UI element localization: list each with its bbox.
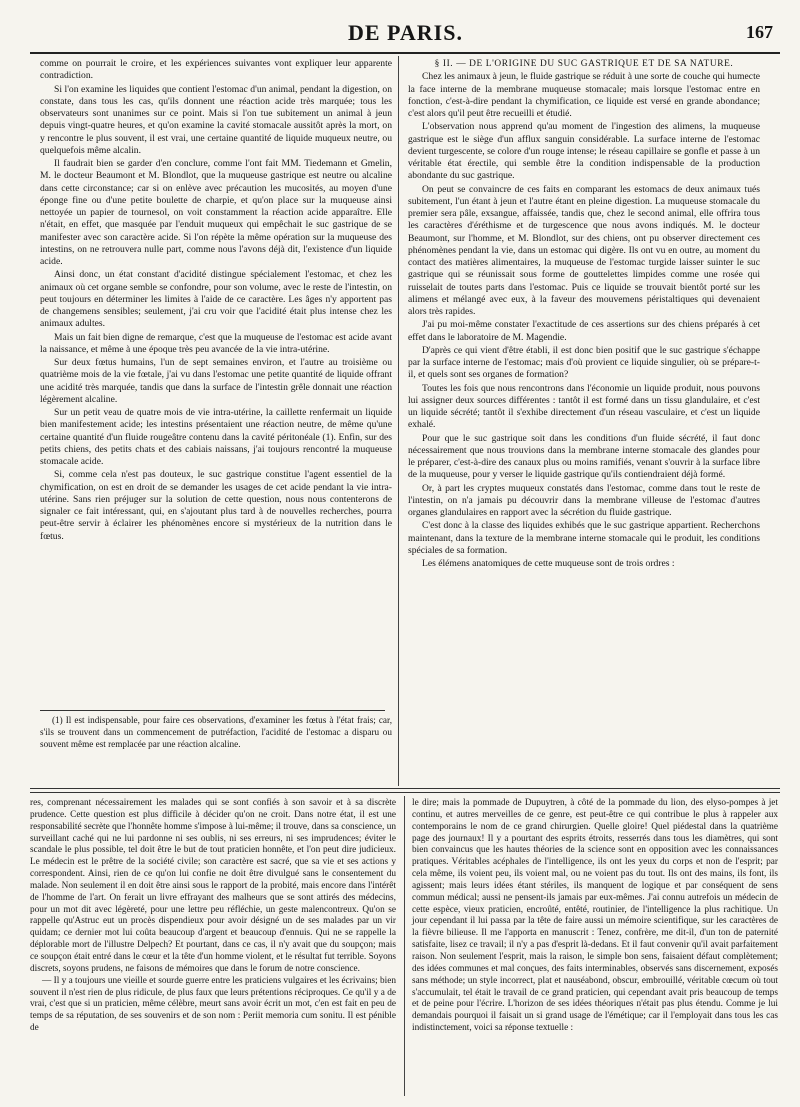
running-head: DE PARIS. bbox=[348, 20, 463, 45]
paragraph: Chez les animaux à jeun, le fluide gastrique se réduit à une sorte de couche qui humecte la face interne de la membrane muqueuse stomacale; mais lorsque l'estomac entre en fonction, c'est-à-dire pendant la chymification, ce liquide est versé en grande abondance; c'est alors qu'il peut être recueilli et étudié. bbox=[408, 71, 760, 119]
paragraph: res, comprenant nécessairement les malades qui se sont confiés à son savoir et à sa discrète prudence. Cette question est plus difficile à décider qu'on ne croit. Dans notre état, il est une responsabilité secrète que l'honnête homme s'impose à lui-même; il trouve, dans sa conscience, un surveillant caché qui ne lui pardonne ni ses oublis, ni ses erreurs, ni ses imprudences; éviter le scandale le plus possible, tel doit être le but de tout praticien honnête, et l'on peut dire judicieux. Le médecin est le prêtre de la société civile; son caractère est sacré, que sa vie et ses actions y correspondent. Ainsi, rien de ce qu'on lui confie ne doit être divulgué sans le consentement du malade. Non seulement il en doit être ainsi sous le rapport de la probité, mais encore dans l'intérêt de l'homme de l'art. On ferait un livre effrayant des malheurs que se sont attirés des médecins, pour un mot dit avec légèreté, pour une lettre peu réfléchie, un geste malencontreux. Qu'on se rappelle qu'Astruc eut un procès dispendieux pour avoir désigné un de ses malades par un vir quidam; ce dernier mot lui coûta beaucoup d'argent et beaucoup d'ennuis. Qui ne se rappelle la déplorable mort de l'illustre Delpech? Et pourtant, dans ce cas, il n'y avait que du soupçon; mais ce soupçon était entré dans le cœur et la tête d'un homme violent, et le résultat fut terrible. Soyons discrets, soyons prudens, ne faisons de mémoires que dans le forum de notre conscience. bbox=[30, 798, 396, 974]
footnote-rule bbox=[40, 710, 385, 711]
paragraph: Si, comme cela n'est pas douteux, le suc gastrique constitue l'agent essentiel de la chymification, on est en droit de se demander les usages de cet acide pendant la vie intra-utérine. Sans rien préjuger sur la solution de cette question, nous nous contenterons de signaler ce fait intéressant, qui, en s'ajoutant plus tard à de nouvelles recherches, pourra peut-être servir à éclairer les phénomènes encore si mystérieux de la nutrition dans le fœtus. bbox=[40, 469, 392, 542]
paragraph: comme on pourrait le croire, et les expériences suivantes vont expliquer leur apparente contradiction. bbox=[40, 58, 392, 82]
paragraph: Toutes les fois que nous rencontrons dans l'économie un liquide produit, nous pouvons lui assigner deux sources différentes : tantôt il est formé dans un tissu glandulaire, et c'est un liquide sécrété; tantôt il s'exhibe directement d'un réseau vasculaire, et c'est un liquide exhalé. bbox=[408, 382, 760, 431]
paragraph: J'ai pu moi-même constater l'exactitude de ces assertions sur des chiens préparés à cet effet dans le laboratoire de M. Magendie. bbox=[408, 319, 760, 343]
paragraph: D'après ce qui vient d'être établi, il est donc bien positif que le suc gastrique s'échappe par la surface interne de l'estomac; mais d'où provient ce liquide singulier, où se prépare-t-il, et quels sont ses organes de formation? bbox=[408, 344, 760, 381]
paragraph: le dire; mais la pommade de Dupuytren, à côté de la pommade du lion, des elyso-pompes à jet continu, et autres merveilles de ce genre, est peut-être ce qui contribue le plus à rappeler aux contemporains le nom de ce grand chirurgien. Quelle gloire! Quel piédestal dans la quatrième page des journaux! Il y a pourtant des esprits étroits, resserrés dans tous les diamètres, qui sont bien convaincus que les hautes théories de la science sont en opposition avec les connaissances pratiques. Véritables acéphales de l'intelligence, ils ont les yeux du corps et non de l'esprit; par cela même, ils voient peu, ils voient mal, ou ne voient pas du tout. Ils ont des mains, ils font, ils agissent; mais leurs idées étant stériles, ils manquent de logique et par conséquent de sens commun médical; aussi ne pensent-ils jamais par eux-mêmes. J'ai connu autrefois un médecin de cette espèce, vieux praticien, encroûté, entêté, routinier, de l'intelligence la plus rachitique. Un jour cependant il lui passa par la tête de faire aussi un mémoire scientifique, sur les caractères de la fièvre bilieuse. Il me l'apporta en manuscrit : Tenez, confrère, me dit-il, d'un ton de paternité satisfaite, lisez ce travail; il n'y a pas d'esprit là-dedans. Et il faut convenir qu'il avait parfaitement raison. Non seulement l'esprit, mais la raison, le simple bon sens, faisaient défaut complètement; des idées communes et mal conçues, des faits interminables, observés sans discernement, exposés sans méthode; un style incorrect, plat et nauséabond, obscur, embrouillé, véritable cœcum où tout s'accumulait, tel était le travail de ce grand praticien, qui cependant avait pris beaucoup de temps et de peine pour l'écrire. L'horizon de ses idées théoriques n'était pas plus étendu. Comme je lui demandais pourquoi il faisait un si grand usage de l'émétique; car il l'employait dans tous les cas indistinctement, voici sa réponse textuelle : bbox=[412, 798, 778, 1034]
section-title: § II. — DE L'ORIGINE DU SUC GASTRIQUE ET DE SA NATURE. bbox=[434, 59, 734, 69]
right-column bbox=[408, 58, 760, 571]
page-number: 167 bbox=[746, 22, 773, 42]
paragraph: L'observation nous apprend qu'au moment de l'ingestion des alimens, la muqueuse gastrique est le siège d'un afflux sanguin considérable. La surface interne de l'estomac devient turgescente, se colore d'un rouge intense; le réseau capillaire se gonfle et passe à un véritable état érectile, qui semble être la condition indispensable de la production abondante du suc gastrique. bbox=[408, 121, 760, 182]
footnote bbox=[40, 714, 392, 750]
paragraph: Ainsi donc, un état constant d'acidité distingue spécialement l'estomac, et chez les animaux où cet organe semble se confondre, pour son volume, avec le reste de l'intestin, on peut toujours en déterminer les limites à l'aide de ce caractère. Les âges n'y apportent pas de changemens sensibles; seulement, j'ai cru voir que l'acidité était plus intense chez les animaux adultes. bbox=[40, 269, 392, 330]
paragraph: Sur deux fœtus humains, l'un de sept semaines environ, et l'autre au troisième ou quatrième mois de la vie fœtale, j'ai vu dans l'estomac une petite quantité de liquide offrant une acidité très marquée, tandis que dans la surface de l'intestin grêle donnait une réaction légèrement alcaline. bbox=[40, 357, 392, 405]
paragraph: Mais un fait bien digne de remarque, c'est que la muqueuse de l'estomac est acide avant la naissance, et même à une époque très peu avancée de la vie intra-utérine. bbox=[40, 331, 392, 355]
paragraph: Pour que le suc gastrique soit dans les conditions d'un fluide sécrété, il faut donc nécessairement que nous trouvions dans la membrane interne stomacale des glandes pour le préparer, c'est-à-dire des canaux plus ou moins ramifiés, venant s'ouvrir à la surface libre de la muqueuse, pour y verser le liquide gastrique qu'ils contiendraient déjà formé. bbox=[408, 432, 760, 481]
paragraph: Les élémens anatomiques de cette muqueuse sont de trois ordres : bbox=[422, 558, 675, 569]
footnote-text: (1) Il est indispensable, pour faire ces observations, d'examiner les fœtus à l'état frais; car, s'ils se trouvent dans un commencement de putréfaction, l'acidité de l'estomac a disparu ou souvent même est remplacée par une réaction alcaline. bbox=[40, 715, 392, 749]
paragraph: Si l'on examine les liquides que contient l'estomac d'un animal, pendant la digestion, on constate, dans tous les cas, qu'ils donnent une réaction acide très marquée; tous les observateurs sont unanimes sur ce point. Mais si l'on tue subitement un animal à jeun depuis vingt-quatre heures, et qu'on examine la cavité stomacale aussitôt après la mort, on y rencontre le plus souvent, il est vrai, une certaine quantité de liquide muqueux neutre, ou quelquefois même alcalin. bbox=[40, 83, 392, 156]
feuilleton-separator bbox=[30, 788, 780, 793]
header-rule bbox=[30, 52, 780, 54]
left-column bbox=[40, 58, 392, 544]
paragraph: Il faudrait bien se garder d'en conclure, comme l'ont fait MM. Tiedemann et Gmelin, M. le docteur Beaumont et M. Blondlot, que la muqueuse gastrique est neutre ou alcaline dans cette circonstance; car si on enlève avec précaution les mucosités, au moyen d'une éponge fine ou d'une petite boulette de charpie, et qu'on place sur la muqueuse ainsi nettoyée un papier de tournesol, on voit constamment la réaction acide apparaître. Elle n'était, en effet, que masquée par l'enduit muqueux qui empêchait le suc gastrique de se manifester avec son caractère acide. Si l'on répète la même opération sur la muqueuse des intestins, on ne retrouvera nulle part, comme nous l'avons déjà dit, l'existence d'un liquide acide. bbox=[40, 158, 392, 267]
column-divider bbox=[398, 56, 399, 786]
bottom-column-divider bbox=[404, 796, 405, 1096]
paragraph: On peut se convaincre de ces faits en comparant les estomacs de deux animaux tués subitement, l'un étant à jeun et l'autre étant en pleine digestion. La muqueuse stomacale du premier sera pâle, exsangue, affaissée, tandis que, chez le second animal, elle offrira tous les caractères d'éréthisme et de turgescence que nous avons indiqués. M. le docteur Beaumont, sur l'homme, et M. Blondlot, sur des chiens, ont pu observer directement ces phénomènes pendant la vie, dans un estomac qui digère. Ils ont vu en outre, au moment du contact des matières alimentaires, la muqueuse de l'estomac turgide laisser suinter le suc gastrique qui se réunissait sous forme de gouttelettes limpides comme une rosée qui ruisselait de toutes parts dans l'estomac. Puis ce liquide se trouvait bientôt porté sur les alimens et mélangé avec eux, à la faveur des mouvemens péristaltiques qui devenaient alors très rapides. bbox=[408, 183, 760, 317]
paragraph: C'est donc à la classe des liquides exhibés que le suc gastrique appartient. Recherchons maintenant, dans la texture de la membrane interne stomacale qui le produit, les conditions spéciales de sa formation. bbox=[408, 520, 760, 556]
paragraph: Sur un petit veau de quatre mois de vie intra-utérine, la caillette renfermait un liquide bien manifestement acide; les intestins présentaient une réaction neutre, de même qu'une certaine quantité d'un fluide rougeâtre contenu dans la cavité péritonéale (1). Enfin, sur des petits chiens, des petits chats et des cabiais naissans, j'ai toujours rencontré la muqueuse stomacale acide. bbox=[40, 407, 392, 467]
paragraph: — Il y a toujours une vieille et sourde guerre entre les praticiens vulgaires et les écrivains; bien souvent il n'est rien de plus ridicule, de plus faux que leurs prétentions réciproques. Ce qu'il y a de vrai, c'est que si un praticien, même célèbre, meurt sans avoir écrit un mot, c'en est fait en peu de temps de sa réputation, de ses souvenirs et de son nom : Periit memoria cum sonitu. Il est pénible de bbox=[30, 975, 396, 1034]
paragraph: Or, à part les cryptes muqueux constatés dans l'estomac, comme dans tout le reste de l'intestin, on n'a jamais pu découvrir dans la membrane villeuse de l'estomac d'autres organes glandulaires en rapport avec la sécrétion du fluide gastrique. bbox=[408, 482, 760, 518]
feuilleton-left-column bbox=[30, 798, 396, 1035]
feuilleton-right-column bbox=[412, 798, 778, 1035]
